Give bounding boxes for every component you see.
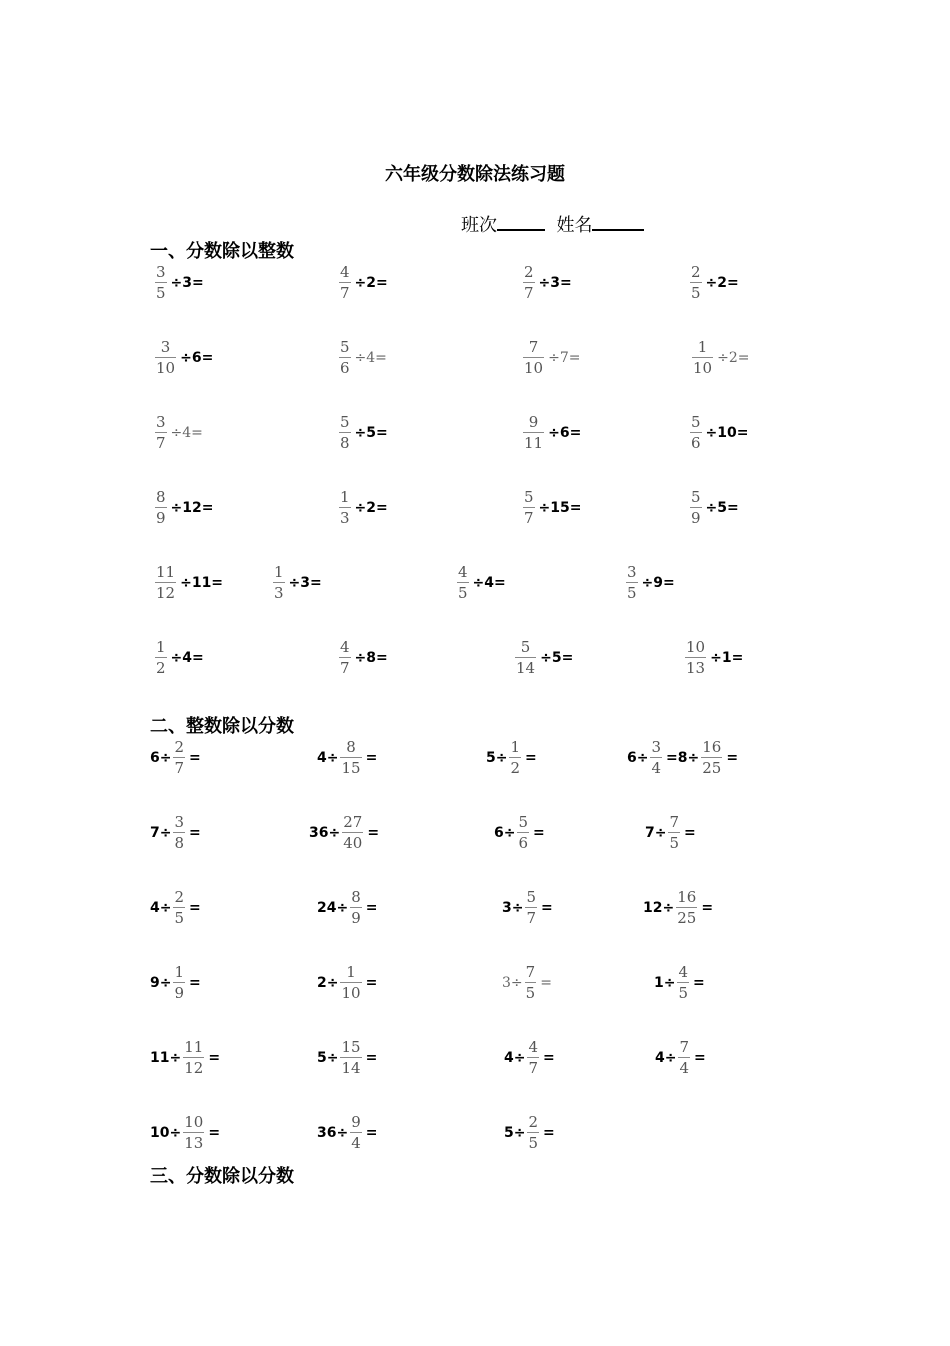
expression-text: 5÷	[504, 1125, 526, 1141]
fraction	[340, 740, 361, 776]
fraction	[515, 640, 536, 676]
expression-text: ÷6=	[180, 350, 214, 366]
numerator: 1	[697, 338, 708, 356]
fraction	[523, 490, 535, 526]
expression-text: ÷5=	[354, 425, 388, 441]
fraction	[155, 340, 176, 376]
numerator: 5	[340, 338, 350, 356]
expression-text: ÷1=	[710, 650, 744, 666]
problem-2-7	[494, 815, 545, 851]
problem-1-1	[153, 265, 204, 301]
problem-1-15	[521, 490, 582, 526]
denominator: 9	[174, 984, 185, 1002]
fraction	[273, 565, 285, 601]
section-heading-2: 二、整数除以分数	[150, 716, 294, 737]
expression-text: ÷2=	[354, 500, 388, 516]
numerator: 4	[458, 563, 468, 581]
denominator: 6	[518, 834, 529, 852]
expression-text: ÷2=	[354, 275, 388, 291]
numerator: 7	[525, 963, 536, 981]
numerator: 3	[160, 338, 171, 356]
denominator: 13	[686, 659, 706, 677]
problem-1-19	[455, 565, 506, 601]
numerator: 3	[156, 263, 166, 281]
expression-text: 36÷	[317, 1125, 349, 1141]
expression-text: 4÷	[655, 1050, 677, 1066]
problem-2-5	[150, 815, 201, 851]
problem-1-8	[690, 340, 749, 376]
problem-1-7	[521, 340, 580, 376]
expression-text: ÷9=	[641, 575, 675, 591]
problem-1-21	[153, 640, 204, 676]
problem-2-2	[317, 740, 377, 776]
fraction	[173, 740, 185, 776]
problem-1-2	[337, 265, 388, 301]
expression-text: ÷4=	[170, 425, 203, 441]
denominator: 5	[627, 584, 637, 602]
expression-text: 6÷	[494, 825, 516, 841]
expression-text: ÷7=	[548, 350, 581, 366]
expression-text: =	[189, 750, 201, 766]
fraction	[183, 1040, 204, 1076]
fraction	[339, 640, 351, 676]
expression-text: 11÷	[150, 1050, 182, 1066]
fraction	[350, 1115, 362, 1151]
expression-text: 4÷	[317, 750, 339, 766]
problem-1-18	[271, 565, 322, 601]
denominator: 25	[702, 759, 722, 777]
numerator: 10	[686, 638, 706, 656]
problem-1-13	[153, 490, 214, 526]
denominator: 6	[340, 359, 350, 377]
numerator: 3	[156, 413, 166, 431]
numerator: 7	[679, 1038, 690, 1056]
expression-text: ÷3=	[288, 575, 322, 591]
problem-2-15	[502, 965, 552, 1001]
denominator: 10	[156, 359, 176, 377]
expression-text: =	[684, 825, 696, 841]
numerator: 4	[678, 963, 689, 981]
numerator: 16	[677, 888, 697, 906]
fraction	[676, 890, 697, 926]
denominator: 5	[691, 284, 701, 302]
problem-1-9	[153, 415, 203, 451]
expression-text: =	[365, 975, 378, 991]
expression-text: ÷2=	[705, 275, 739, 291]
numerator: 4	[528, 1038, 539, 1056]
name-blank[interactable]	[592, 228, 644, 231]
numerator: 3	[627, 563, 637, 581]
expression-text: =	[189, 900, 201, 916]
fraction	[527, 1115, 539, 1151]
fraction	[701, 740, 722, 776]
denominator: 4	[651, 759, 662, 777]
expression-text: =	[189, 825, 201, 841]
fraction	[626, 565, 638, 601]
name-label: 姓名	[556, 215, 593, 236]
expression-text: 12÷	[643, 900, 675, 916]
expression-text: =	[726, 750, 739, 766]
page-title: 六年级分数除法练习题	[385, 164, 565, 185]
student-info	[461, 211, 644, 237]
denominator: 10	[341, 984, 361, 1002]
numerator: 1	[274, 563, 284, 581]
expression-text: =	[543, 1050, 555, 1066]
problem-2-11	[502, 890, 553, 926]
problem-1-23	[513, 640, 573, 676]
denominator: 4	[351, 1134, 361, 1152]
denominator: 7	[174, 759, 185, 777]
problem-2-23	[504, 1115, 555, 1151]
denominator: 40	[343, 834, 363, 852]
expression-text: 7÷	[150, 825, 172, 841]
problem-1-16	[688, 490, 739, 526]
fraction	[339, 265, 351, 301]
numerator: 7	[528, 338, 539, 356]
numerator: 1	[346, 963, 356, 981]
expression-text: 9÷	[150, 975, 172, 991]
problem-2-19	[504, 1040, 555, 1076]
denominator: 15	[341, 759, 361, 777]
fraction	[183, 1115, 204, 1151]
expression-text: 3÷	[502, 975, 523, 991]
expression-text: =	[208, 1050, 221, 1066]
expression-text: ÷3=	[538, 275, 572, 291]
numerator: 8	[346, 738, 356, 756]
problem-1-17	[153, 565, 223, 601]
denominator: 3	[274, 584, 284, 602]
problem-2-17	[150, 1040, 220, 1076]
fraction	[523, 265, 535, 301]
denominator: 9	[156, 509, 166, 527]
denominator: 8	[340, 434, 350, 452]
fraction	[668, 815, 680, 851]
expression-text: 36÷	[309, 825, 341, 841]
problem-1-12	[688, 415, 749, 451]
problem-2-4	[627, 740, 738, 776]
numerator: 27	[343, 813, 363, 831]
numerator: 4	[340, 638, 350, 656]
numerator: 5	[520, 638, 531, 656]
expression-text: ÷3=	[170, 275, 204, 291]
fraction	[690, 415, 702, 451]
fraction	[457, 565, 469, 601]
expression-text: ÷4=	[170, 650, 204, 666]
problem-1-22	[337, 640, 388, 676]
numerator: 16	[702, 738, 722, 756]
problem-2-1	[150, 740, 201, 776]
denominator: 13	[184, 1134, 204, 1152]
numerator: 1	[174, 963, 185, 981]
denominator: 11	[524, 434, 544, 452]
expression-text: 3÷	[502, 900, 524, 916]
denominator: 2	[156, 659, 166, 677]
section-heading-3: 三、分数除以分数	[150, 1166, 294, 1187]
expression-text: 10÷	[150, 1125, 182, 1141]
numerator: 2	[174, 888, 185, 906]
expression-text: =	[533, 825, 545, 841]
fraction	[155, 265, 167, 301]
expression-text: =	[540, 975, 552, 991]
fraction	[690, 490, 702, 526]
expression-text: ÷4=	[354, 350, 387, 366]
denominator: 3	[340, 509, 350, 527]
numerator: 4	[340, 263, 350, 281]
numerator: 2	[691, 263, 701, 281]
problem-2-8	[645, 815, 696, 851]
numerator: 5	[691, 413, 701, 431]
fraction	[155, 490, 167, 526]
expression-text: =8÷	[666, 750, 700, 766]
denominator: 7	[526, 909, 537, 927]
fraction	[525, 890, 537, 926]
denominator: 7	[524, 284, 534, 302]
problem-1-24	[683, 640, 743, 676]
denominator: 5	[678, 984, 689, 1002]
class-blank[interactable]	[497, 228, 545, 231]
denominator: 10	[693, 359, 713, 377]
problem-1-10	[337, 415, 388, 451]
fraction	[690, 265, 702, 301]
problem-2-6	[309, 815, 379, 851]
fraction	[339, 490, 351, 526]
fraction	[509, 740, 521, 776]
problem-1-4	[688, 265, 739, 301]
fraction	[339, 415, 351, 451]
denominator: 6	[691, 434, 701, 452]
expression-text: =	[541, 900, 553, 916]
fraction	[517, 815, 529, 851]
expression-text: =	[525, 750, 537, 766]
fraction	[650, 740, 662, 776]
problem-2-3	[486, 740, 537, 776]
expression-text: ÷15=	[538, 500, 582, 516]
expression-text: =	[365, 900, 378, 916]
fraction	[525, 965, 537, 1001]
problem-2-22	[317, 1115, 378, 1151]
denominator: 8	[174, 834, 185, 852]
expression-text: ÷6=	[548, 425, 582, 441]
expression-text: =	[365, 1050, 378, 1066]
expression-text: ÷8=	[354, 650, 388, 666]
fraction	[527, 1040, 539, 1076]
denominator: 5	[528, 1134, 539, 1152]
numerator: 3	[174, 813, 185, 831]
problem-1-11	[521, 415, 581, 451]
fraction	[340, 1040, 361, 1076]
expression-text: =	[693, 975, 705, 991]
expression-text: 6÷	[150, 750, 172, 766]
problem-2-13	[150, 965, 201, 1001]
numerator: 5	[524, 488, 534, 506]
fraction	[340, 965, 361, 1001]
denominator: 10	[524, 359, 544, 377]
numerator: 7	[669, 813, 680, 831]
numerator: 10	[184, 1113, 204, 1131]
fraction	[173, 890, 185, 926]
problem-2-9	[150, 890, 201, 926]
denominator: 25	[677, 909, 697, 927]
denominator: 7	[528, 1059, 539, 1077]
problem-1-3	[521, 265, 572, 301]
fraction	[678, 1040, 690, 1076]
expression-text: 4÷	[150, 900, 172, 916]
expression-text: =	[208, 1125, 221, 1141]
expression-text: ÷10=	[705, 425, 749, 441]
problem-1-20	[624, 565, 675, 601]
denominator: 2	[510, 759, 521, 777]
numerator: 11	[156, 563, 176, 581]
expression-text: 1÷	[654, 975, 676, 991]
numerator: 9	[528, 413, 539, 431]
expression-text: =	[694, 1050, 706, 1066]
expression-text: =	[701, 900, 714, 916]
fraction	[173, 965, 185, 1001]
expression-text: 7÷	[645, 825, 667, 841]
numerator: 15	[341, 1038, 361, 1056]
problem-1-5	[153, 340, 213, 376]
numerator: 5	[518, 813, 529, 831]
denominator: 12	[184, 1059, 204, 1077]
denominator: 7	[340, 284, 350, 302]
denominator: 5	[458, 584, 468, 602]
problem-2-14	[317, 965, 377, 1001]
expression-text: 6÷	[627, 750, 649, 766]
expression-text: ÷5=	[705, 500, 739, 516]
numerator: 8	[156, 488, 166, 506]
expression-text: ÷5=	[540, 650, 574, 666]
problem-2-18	[317, 1040, 377, 1076]
problem-2-16	[654, 965, 705, 1001]
numerator: 1	[156, 638, 166, 656]
section-heading-1: 一、分数除以整数	[150, 241, 294, 262]
expression-text: ÷2=	[717, 350, 750, 366]
denominator: 9	[351, 909, 361, 927]
problem-1-6	[337, 340, 387, 376]
expression-text: ÷11=	[180, 575, 224, 591]
numerator: 8	[351, 888, 361, 906]
expression-text: =	[367, 825, 380, 841]
fraction	[173, 815, 185, 851]
expression-text: 5÷	[317, 1050, 339, 1066]
fraction	[350, 890, 362, 926]
numerator: 5	[691, 488, 701, 506]
numerator: 9	[351, 1113, 361, 1131]
numerator: 5	[526, 888, 537, 906]
denominator: 14	[516, 659, 536, 677]
denominator: 7	[340, 659, 350, 677]
denominator: 12	[156, 584, 176, 602]
problem-2-12	[643, 890, 713, 926]
fraction	[523, 415, 544, 451]
denominator: 9	[691, 509, 701, 527]
problem-1-14	[337, 490, 388, 526]
numerator: 2	[524, 263, 534, 281]
fraction	[155, 415, 167, 451]
expression-text: 4÷	[504, 1050, 526, 1066]
denominator: 14	[341, 1059, 361, 1077]
expression-text: ÷4=	[472, 575, 506, 591]
numerator: 3	[651, 738, 662, 756]
fraction	[677, 965, 689, 1001]
denominator: 4	[679, 1059, 690, 1077]
fraction	[692, 340, 713, 376]
denominator: 5	[525, 984, 536, 1002]
expression-text: 24÷	[317, 900, 349, 916]
fraction	[155, 565, 176, 601]
fraction	[685, 640, 706, 676]
expression-text: =	[365, 750, 378, 766]
expression-text: =	[365, 1125, 378, 1141]
numerator: 5	[340, 413, 350, 431]
expression-text: =	[189, 975, 201, 991]
expression-text: ÷12=	[170, 500, 214, 516]
class-label: 班次	[461, 215, 497, 236]
denominator: 7	[156, 434, 166, 452]
fraction	[523, 340, 544, 376]
denominator: 5	[156, 284, 166, 302]
numerator: 2	[528, 1113, 539, 1131]
denominator: 7	[524, 509, 534, 527]
numerator: 1	[510, 738, 521, 756]
numerator: 1	[340, 488, 350, 506]
numerator: 11	[184, 1038, 204, 1056]
problem-2-21	[150, 1115, 220, 1151]
denominator: 5	[669, 834, 680, 852]
expression-text: 5÷	[486, 750, 508, 766]
numerator: 2	[174, 738, 185, 756]
expression-text: 2÷	[317, 975, 339, 991]
fraction	[342, 815, 363, 851]
fraction	[155, 640, 167, 676]
problem-2-20	[655, 1040, 706, 1076]
fraction	[339, 340, 351, 376]
expression-text: =	[543, 1125, 555, 1141]
problem-2-10	[317, 890, 378, 926]
denominator: 5	[174, 909, 185, 927]
